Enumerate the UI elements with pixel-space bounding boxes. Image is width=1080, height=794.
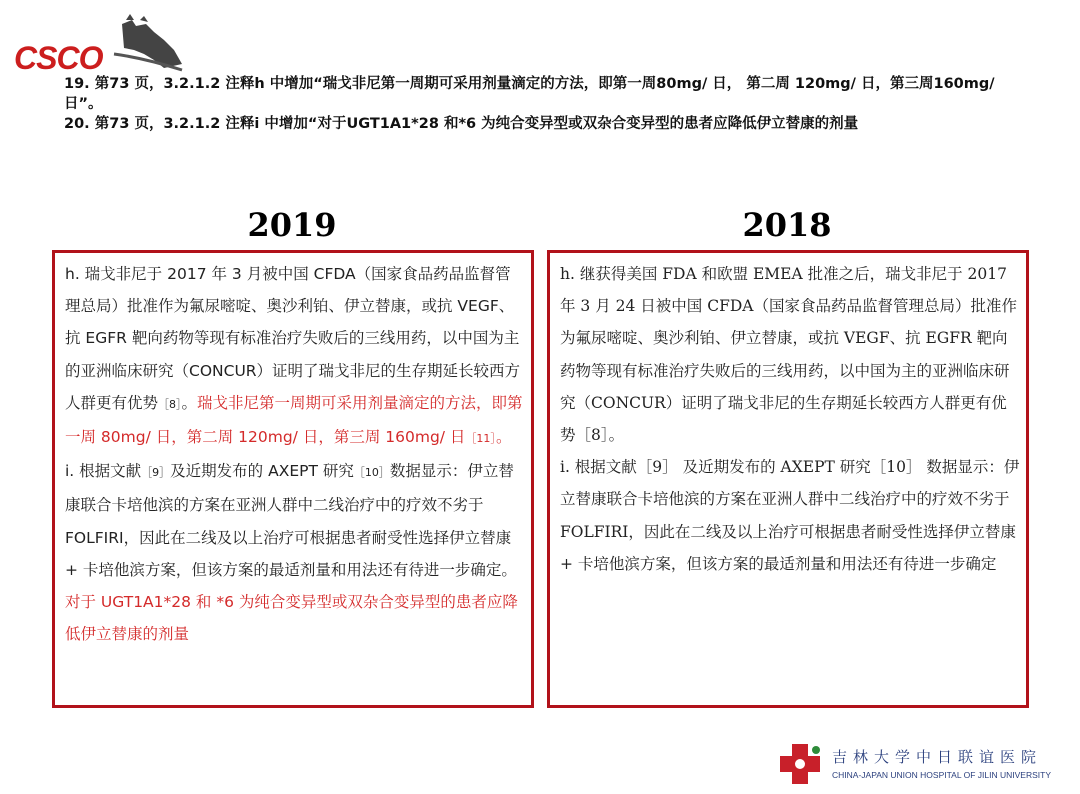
note-i-part-c: 数据显示：伊立替康联合卡培他滨的方案在亚洲人群中二线治疗中的疗效不劣于 FOLFIRI，因此在二线及以上治疗可根据患者耐受性选择伊立替康 + 卡培他滨方案，但该方案的最适剂量和用法还有待进一步确定。 — [65, 462, 517, 579]
note-i-part-a: i. 根据文献 — [65, 462, 142, 481]
note-i-added-text: 对于 UGT1A1*28 和 *6 为纯合变异型或双杂合变异型的患者应降低伊立替康的剂量 — [65, 593, 518, 644]
note-i-2018: i. 根据文献［9］ 及近期发布的 AXEPT 研究［10］ 数据显示：伊立替康联合卡培他滨的方案在亚洲人群中二线治疗中的疗效不劣于 FOLFIRI，因此在二线及以上治疗可根据患者耐受性选择伊立替康 + 卡培他滨方案，但该方案的最适剂量和用法还有待进一步确定 — [560, 458, 1020, 573]
note-i-part-b: 及近期发布的 AXEPT 研究 — [170, 462, 354, 481]
ref-11: ［11］ — [465, 432, 496, 446]
hospital-name-en: CHINA-JAPAN UNION HOSPITAL OF JILIN UNIVERSITY — [832, 770, 1051, 780]
column-title-2018: 2018 — [742, 206, 832, 244]
ref-9: ［9］ — [141, 466, 171, 480]
hospital-name-cn: 吉林大学中日联谊医院 — [832, 748, 1043, 766]
note-h-text: h. 瑞戈非尼于 2017 年 3 月被中国 CFDA（国家食品药品监督管理总局）批准作为氟尿嘧啶、奥沙利铂、伊立替康，或抗 VEGF、抗 EGFR 靶向药物等现有标准治疗失败后的三线用药，以中国为主的亚洲临床研究（CONCUR）证明了瑞戈非尼的生存期延长较西方人群更有优势 — [65, 265, 521, 412]
note-h-2019 — [65, 258, 525, 455]
hospital-logo — [778, 742, 1078, 788]
content-2019 — [65, 258, 525, 650]
note-h-end: 。 — [181, 393, 198, 412]
csco-logo — [14, 10, 184, 80]
ref-8: ［8］ — [158, 397, 182, 411]
header-notes — [64, 74, 1024, 134]
note-h-added-end: 。 — [495, 428, 512, 447]
note-19: 19. 第73 页，3.2.1.2 注释h 中增加“瑞戈非尼第一周期可采用剂量滴定的方法，即第一周80mg/ 日， 第二周 120mg/ 日，第三周160mg/ 日”。 — [64, 76, 995, 112]
hospital-cross-icon — [778, 742, 822, 786]
ref-10: ［10］ — [353, 466, 390, 480]
note-h-2018: h. 继获得美国 FDA 和欧盟 EMEA 批准之后，瑞戈非尼于 2017 年 3 月 24 日被中国 CFDA（国家食品药品监督管理总局）批准作为氟尿嘧啶、奥沙利铂、伊立替康，或抗 VEGF、抗 EGFR 靶向药物等现有标准治疗失败后的三线用药，以中国为主的亚洲临床研究（CONCUR）证明了瑞戈非尼的生存期延长较西方人群更有优势［8］。 — [560, 265, 1017, 445]
note-h-added-text: 瑞戈非尼第一周期可采用剂量滴定的方法，即第一周 80mg/ 日，第二周 120mg/ 日，第三周 160mg/ 日 — [65, 393, 523, 447]
content-2018 — [560, 258, 1020, 580]
note-i-2019 — [65, 455, 525, 650]
note-20: 20. 第73 页，3.2.1.2 注释i 中增加“对于UGT1A1*28 和*6 为纯合变异型或双杂合变异型的患者应降低伊立替康的剂量 — [64, 116, 859, 132]
column-title-2019: 2019 — [247, 206, 337, 244]
logo-text: CSCO — [14, 40, 103, 76]
